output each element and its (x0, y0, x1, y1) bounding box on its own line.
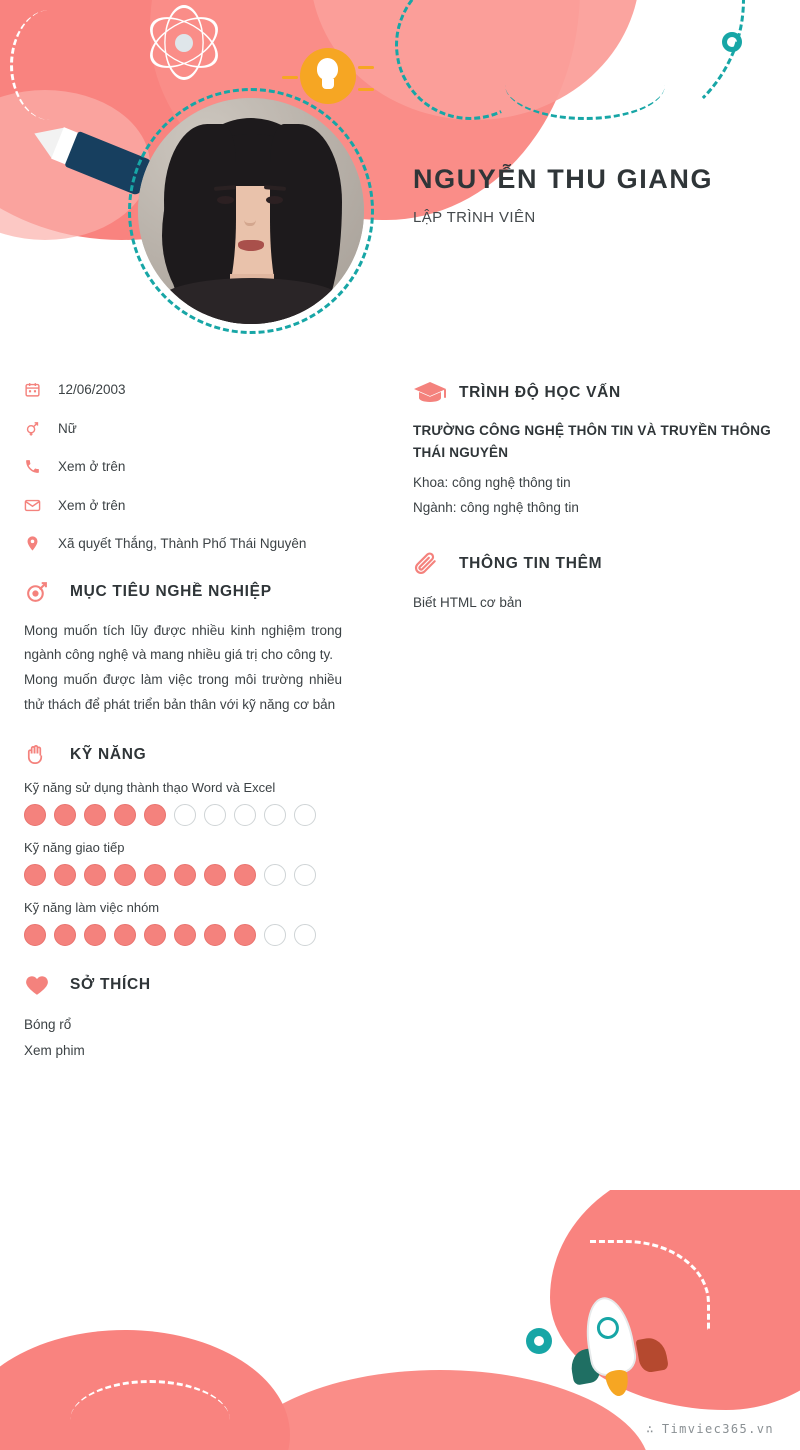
rating-dot (114, 864, 136, 886)
gender-value: Nữ (58, 420, 77, 436)
list-item (24, 496, 342, 516)
rating-dot (294, 804, 316, 826)
location-icon (24, 534, 58, 552)
list-item (24, 534, 342, 554)
list-item (24, 457, 342, 477)
rating-dot (174, 924, 196, 946)
rating-dot (54, 864, 76, 886)
rating-dot (84, 804, 106, 826)
list-item (24, 380, 342, 400)
brand-name: Timviec365.vn (661, 1422, 774, 1436)
brand-mark-icon: ∴ (646, 1422, 655, 1436)
rating-dot (204, 924, 226, 946)
list-item (24, 419, 342, 439)
section-title: TRÌNH ĐỘ HỌC VẤN (459, 384, 621, 401)
skill-rating (24, 864, 342, 886)
skill-label: Kỹ năng giao tiếp (24, 840, 125, 856)
section-education (413, 380, 778, 521)
rating-dot (234, 864, 256, 886)
career-objective-paragraph: Mong muốn được làm việc trong môi trường nhiều thử thách để phát triển bản thân với kỹ năng cơ bản (24, 671, 342, 712)
rating-dot (144, 924, 166, 946)
email-value: Xem ở trên (58, 497, 126, 513)
rating-dot (234, 924, 256, 946)
address-value: Xã quyết Thắng, Thành Phố Thái Nguyên (58, 536, 307, 552)
rating-dot (54, 924, 76, 946)
hand-icon (24, 743, 58, 766)
hobby-item: Bóng rổ (24, 1017, 72, 1033)
graduation-cap-icon (413, 380, 447, 406)
hobby-item: Xem phim (24, 1043, 85, 1059)
ring-dot-icon (722, 32, 742, 52)
rating-dot (24, 924, 46, 946)
phone-value: Xem ở trên (58, 459, 126, 475)
gender-icon (24, 419, 58, 437)
rating-dot (294, 924, 316, 946)
contact-list (24, 380, 342, 554)
career-objective-paragraph: Mong muốn tích lũy được nhiều kinh nghiệm trong ngành công nghệ và mang nhiều giá trị cho công ty. (24, 622, 342, 663)
birthdate-value: 12/06/2003 (58, 382, 126, 397)
email-icon (24, 496, 58, 514)
skill-item (24, 840, 342, 886)
rating-dot (294, 864, 316, 886)
dashed-curve-icon (10, 10, 90, 120)
footer-decoration (0, 1190, 800, 1450)
job-title: LẬP TRÌNH VIÊN (413, 208, 536, 226)
education-school: TRƯỜNG CÔNG NGHỆ THÔN TIN VÀ TRUYỀN THÔNG THÁI NGUYÊN (413, 423, 771, 460)
section-title: THÔNG TIN THÊM (459, 554, 603, 572)
rating-dot (264, 864, 286, 886)
skill-item (24, 900, 342, 946)
heart-icon (24, 972, 58, 998)
rating-dot (114, 804, 136, 826)
paperclip-icon (413, 551, 447, 577)
rating-dot (144, 804, 166, 826)
footer-brand (646, 1422, 774, 1436)
skill-label: Kỹ năng sử dụng thành thạo Word và Excel (24, 780, 276, 796)
rating-dot (114, 924, 136, 946)
section-career-objective (24, 580, 342, 717)
section-title: MỤC TIÊU NGHỀ NGHIỆP (70, 583, 272, 601)
rating-dot (204, 804, 226, 826)
skill-label: Kỹ năng làm việc nhóm (24, 900, 160, 916)
section-title: KỸ NĂNG (70, 745, 147, 763)
section-header (413, 551, 778, 577)
atom-icon (140, 5, 228, 80)
rating-dot (264, 804, 286, 826)
education-detail: Ngành: công nghệ thông tin (413, 499, 579, 515)
dashed-arc-icon (70, 1380, 230, 1450)
rating-dot (174, 804, 196, 826)
section-header (24, 580, 342, 605)
profile-photo (138, 98, 364, 324)
rating-dot (84, 924, 106, 946)
ring-dot-icon (526, 1328, 552, 1354)
skill-rating (24, 924, 342, 946)
rating-dot (54, 804, 76, 826)
left-column (24, 380, 342, 1065)
section-title: SỞ THÍCH (70, 976, 151, 994)
rating-dot (174, 864, 196, 886)
rating-dot (84, 864, 106, 886)
phone-icon (24, 457, 58, 475)
section-header (413, 380, 778, 406)
rating-dot (24, 864, 46, 886)
section-additional-info (413, 551, 778, 616)
avatar (128, 88, 374, 334)
page-title: NGUYỄN THU GIANG (413, 164, 714, 194)
additional-info-item: Biết HTML cơ bản (413, 594, 522, 610)
dashed-wave-icon (505, 50, 665, 120)
career-objective-body (24, 619, 342, 717)
section-header (24, 972, 342, 998)
rating-dot (234, 804, 256, 826)
skill-rating (24, 804, 342, 826)
rating-dot (204, 864, 226, 886)
target-icon (24, 580, 58, 605)
rating-dot (24, 804, 46, 826)
calendar-icon (24, 380, 58, 398)
rating-dot (144, 864, 166, 886)
rocket-icon (551, 1281, 678, 1408)
skill-item (24, 780, 342, 826)
section-skills (24, 743, 342, 946)
rating-dot (264, 924, 286, 946)
section-header (24, 743, 342, 766)
right-column (413, 380, 778, 616)
section-hobbies (24, 972, 342, 1065)
header-identity (413, 165, 783, 226)
education-detail: Khoa: công nghệ thông tin (413, 474, 571, 490)
